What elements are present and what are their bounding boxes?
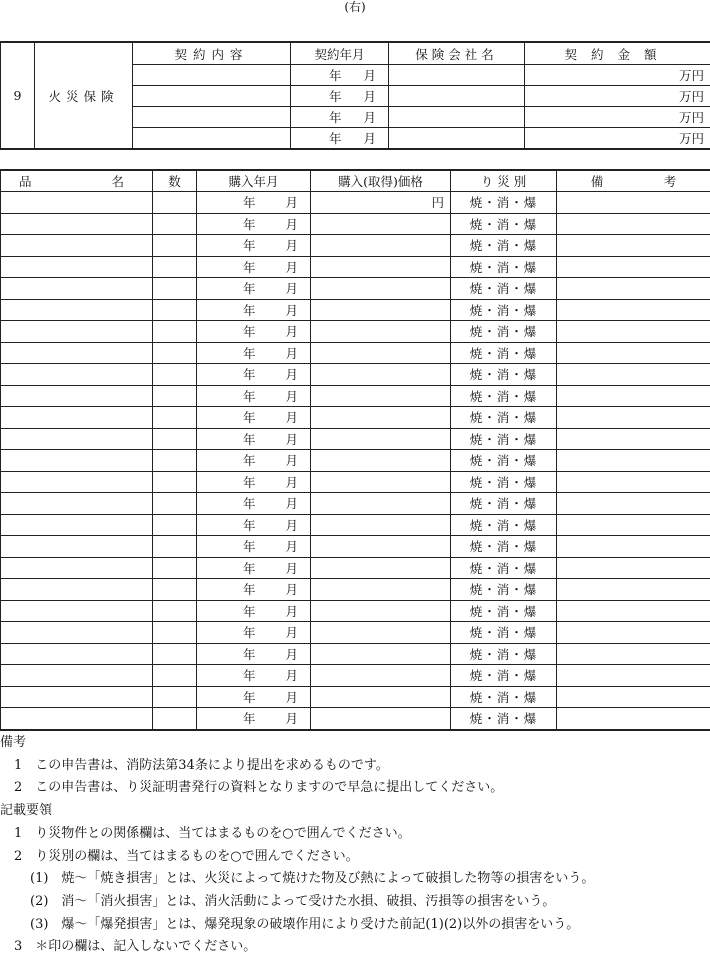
disaster-type-cell[interactable]: 焼・消・爆 [451,557,557,579]
purchase-date-cell[interactable] [197,471,311,493]
purchase-date-cell[interactable] [197,665,311,687]
month-label: 月 [285,580,298,598]
purchase-date-cell[interactable] [197,407,311,429]
item-name-cell[interactable] [1,471,153,493]
purchase-date-cell[interactable] [197,342,311,364]
disaster-type-cell[interactable]: 焼・消・爆 [451,686,557,708]
remarks-cell[interactable] [557,643,710,665]
price-cell[interactable] [311,643,451,665]
disaster-type-cell[interactable]: 焼・消・爆 [451,192,557,214]
item-count-cell[interactable] [153,471,197,493]
remarks-cell[interactable] [557,622,710,644]
contract-date-cell[interactable] [291,86,389,107]
month-label: 月 [285,688,298,706]
year-label: 年 [243,279,256,297]
amount-unit: 万円 [679,131,704,146]
purchase-date-cell[interactable] [197,579,311,601]
remarks-cell[interactable] [557,600,710,622]
disaster-type-cell[interactable]: 焼・消・爆 [451,364,557,386]
item-count-cell[interactable] [153,686,197,708]
year-label: 年 [243,344,256,362]
contract-content-cell[interactable] [133,65,291,86]
price-cell[interactable] [311,450,451,472]
month-label: 月 [285,602,298,620]
remarks-cell[interactable] [557,385,710,407]
remarks-cell[interactable] [557,342,710,364]
disaster-type-cell[interactable]: 焼・消・爆 [451,342,557,364]
price-cell[interactable] [311,622,451,644]
item-name-cell[interactable] [1,428,153,450]
item-count-cell[interactable] [153,514,197,536]
item-name-cell[interactable] [1,192,153,214]
item-count-cell[interactable] [153,321,197,343]
contract-date-cell[interactable] [291,107,389,128]
fire-insurance-label: 火災保険 [35,42,133,149]
price-cell[interactable] [311,385,451,407]
purchase-date-cell[interactable] [197,622,311,644]
table-row [1,493,710,515]
remarks-cell[interactable] [557,321,710,343]
biko-item-1: 1 この申告書は、消防法第34条により提出を求めるものです。 [0,755,710,778]
header-remarks: 備 考 [557,170,710,192]
year-label: 年 [243,580,256,598]
month-label: 月 [363,108,376,126]
biko-item-2: 2 この申告書は、り災証明書発行の資料となりますので早急に提出してください。 [0,777,710,800]
item-name-cell[interactable] [1,686,153,708]
year-label: 年 [243,516,256,534]
kisai-item-2: 2 り災別の欄は、当てはまるものを○で囲んでください。 [0,846,710,869]
month-label: 月 [285,322,298,340]
table-row [1,665,710,687]
contract-amount-cell[interactable] [525,107,710,128]
items-table [0,169,710,731]
purchase-date-cell[interactable] [197,557,311,579]
disaster-type-cell[interactable]: 焼・消・爆 [451,665,557,687]
month-label: 月 [285,258,298,276]
month-label: 月 [285,516,298,534]
section-number: 9 [1,42,35,149]
year-label: 年 [243,473,256,491]
disaster-type-cell[interactable]: 焼・消・爆 [451,213,557,235]
item-name-cell[interactable] [1,665,153,687]
disaster-type-cell[interactable]: 焼・消・爆 [451,471,557,493]
table-row [1,600,710,622]
item-count-cell[interactable] [153,256,197,278]
header-item-name [1,170,153,192]
year-label: 年 [243,666,256,684]
kisai-item-1: 1 り災物件との関係欄は、当てはまるものを○で囲んでください。 [0,823,710,846]
kisai-item-3: 3 ＊印の欄は、記入しないでください。 [0,936,710,959]
contract-content-cell[interactable] [133,107,291,128]
purchase-date-cell[interactable] [197,299,311,321]
year-label: 年 [243,215,256,233]
table-row [1,256,710,278]
remarks-cell[interactable] [557,536,710,558]
purchase-date-cell[interactable] [197,278,311,300]
item-name-cell[interactable] [1,235,153,257]
month-label: 月 [285,666,298,684]
disaster-type-cell[interactable]: 焼・消・爆 [451,278,557,300]
amount-unit: 万円 [679,89,704,104]
table-row [1,450,710,472]
month-label: 月 [285,301,298,319]
item-name-cell[interactable] [1,514,153,536]
year-label: 年 [243,688,256,706]
disaster-type-cell[interactable]: 焼・消・爆 [451,708,557,730]
purchase-date-cell[interactable] [197,686,311,708]
month-label: 月 [363,87,376,105]
month-label: 月 [285,215,298,233]
year-label: 年 [329,87,342,105]
purchase-date-cell[interactable] [197,450,311,472]
year-label: 年 [243,559,256,577]
contract-amount-cell[interactable] [525,86,710,107]
year-label: 年 [243,645,256,663]
item-name-cell[interactable] [1,643,153,665]
item-count-cell[interactable] [153,536,197,558]
disaster-type-cell[interactable]: 焼・消・爆 [451,428,557,450]
month-label: 月 [285,408,298,426]
year-label: 年 [243,408,256,426]
table-row [1,471,710,493]
item-count-cell[interactable] [153,557,197,579]
disaster-type-cell[interactable]: 焼・消・爆 [451,600,557,622]
notes-section [0,732,710,959]
table-row [1,342,710,364]
purchase-date-cell[interactable] [197,643,311,665]
price-cell[interactable] [311,192,451,214]
table-row [1,299,710,321]
price-cell[interactable] [311,686,451,708]
header-purchase-date: 購入年月 [197,170,311,192]
purchase-date-cell[interactable] [197,321,311,343]
remarks-cell[interactable] [557,364,710,386]
year-label: 年 [243,365,256,383]
kisai-sub-2: (2) 消～「消火損害」とは、消火活動によって受けた水損、破損、汚損等の損害をいう。 [0,891,710,914]
remarks-cell[interactable] [557,192,710,214]
item-count-cell[interactable] [153,385,197,407]
insurer-name-cell[interactable] [389,65,525,86]
item-name-cell[interactable] [1,407,153,429]
table-row [1,643,710,665]
disaster-type-cell[interactable]: 焼・消・爆 [451,407,557,429]
price-cell[interactable] [311,600,451,622]
purchase-date-cell[interactable] [197,514,311,536]
purchase-date-cell[interactable] [197,364,311,386]
item-count-cell[interactable] [153,643,197,665]
year-label: 年 [243,322,256,340]
contract-content-cell[interactable] [133,128,291,150]
price-cell[interactable] [311,321,451,343]
remarks-cell[interactable] [557,428,710,450]
remarks-cell[interactable] [557,686,710,708]
contract-date-cell[interactable] [291,128,389,150]
price-cell[interactable] [311,493,451,515]
item-count-cell[interactable] [153,579,197,601]
year-label: 年 [243,602,256,620]
header-item-name-2: 名 [111,172,124,190]
purchase-date-cell[interactable] [197,493,311,515]
table-row [1,557,710,579]
price-cell[interactable] [311,557,451,579]
item-count-cell[interactable] [153,600,197,622]
header-insurer-name: 保険会社名 [389,42,525,65]
item-count-cell[interactable] [153,708,197,730]
year-label: 年 [243,193,256,211]
remarks-cell[interactable] [557,471,710,493]
table-row [1,213,710,235]
disaster-type-cell[interactable]: 焼・消・爆 [451,579,557,601]
item-count-cell[interactable] [153,192,197,214]
disaster-type-cell[interactable]: 焼・消・爆 [451,514,557,536]
table-row [1,278,710,300]
item-count-cell[interactable] [153,622,197,644]
table-row [1,385,710,407]
item-count-cell[interactable] [153,342,197,364]
insurer-name-cell[interactable] [389,128,525,150]
contract-amount-cell[interactable] [525,128,710,150]
item-name-cell[interactable] [1,579,153,601]
price-cell[interactable] [311,665,451,687]
item-count-cell[interactable] [153,407,197,429]
item-count-cell[interactable] [153,278,197,300]
header-price: 購入(取得)価格 [311,170,451,192]
month-label: 月 [285,430,298,448]
month-label: 月 [285,645,298,663]
contract-date-cell[interactable] [291,65,389,86]
purchase-date-cell[interactable] [197,536,311,558]
item-count-cell[interactable] [153,364,197,386]
month-label: 月 [285,473,298,491]
year-label: 年 [329,66,342,84]
purchase-date-cell[interactable] [197,708,311,730]
month-label: 月 [285,344,298,362]
table-row [1,579,710,601]
year-label: 年 [243,301,256,319]
remarks-cell[interactable] [557,493,710,515]
header-count: 数 [153,170,197,192]
price-cell[interactable] [311,342,451,364]
purchase-date-cell[interactable] [197,256,311,278]
table-row [1,235,710,257]
remarks-cell[interactable] [557,213,710,235]
price-cell[interactable] [311,213,451,235]
header-contract-content: 契約内容 [133,42,291,65]
item-count-cell[interactable] [153,213,197,235]
item-name-cell[interactable] [1,493,153,515]
fire-insurance-table [0,41,710,150]
price-cell[interactable] [311,428,451,450]
contract-content-cell[interactable] [133,86,291,107]
item-name-cell[interactable] [1,622,153,644]
item-name-cell[interactable] [1,385,153,407]
kisai-title: 記載要領 [0,800,710,823]
price-cell[interactable] [311,708,451,730]
month-label: 月 [363,129,376,147]
month-label: 月 [363,66,376,84]
kisai-sub-3: (3) 爆～「爆発損害」とは、爆発現象の破壊作用により受けた前記(1)(2)以外の損害をいう。 [0,914,710,937]
item-count-cell[interactable] [153,235,197,257]
kisai-sub-1: (1) 焼～「焼き損害」とは、火災によって焼けた物及び熱によって破損した物等の損害をいう。 [0,868,710,891]
remarks-cell[interactable] [557,579,710,601]
table-row [1,536,710,558]
table-row [1,192,710,214]
disaster-type-cell[interactable]: 焼・消・爆 [451,385,557,407]
year-label: 年 [243,258,256,276]
price-cell[interactable] [311,235,451,257]
table-row [1,622,710,644]
remarks-cell[interactable] [557,256,710,278]
year-label: 年 [243,430,256,448]
table-row [1,428,710,450]
remarks-cell[interactable] [557,708,710,730]
remarks-cell[interactable] [557,299,710,321]
table-row [1,514,710,536]
month-label: 月 [285,494,298,512]
month-label: 月 [285,623,298,641]
year-label: 年 [243,709,256,727]
item-name-cell[interactable] [1,321,153,343]
header-contract-date: 契約年月 [291,42,389,65]
item-name-cell[interactable] [1,557,153,579]
item-count-cell[interactable] [153,299,197,321]
item-name-cell[interactable] [1,213,153,235]
item-count-cell[interactable] [153,665,197,687]
year-label: 年 [329,108,342,126]
month-label: 月 [285,387,298,405]
purchase-date-cell[interactable] [197,385,311,407]
item-name-cell[interactable] [1,536,153,558]
contract-amount-cell[interactable] [525,65,710,86]
year-label: 年 [329,129,342,147]
disaster-type-cell[interactable]: 焼・消・爆 [451,622,557,644]
item-count-cell[interactable] [153,428,197,450]
remarks-cell[interactable] [557,557,710,579]
item-name-cell[interactable] [1,256,153,278]
purchase-date-cell[interactable] [197,213,311,235]
item-count-cell[interactable] [153,493,197,515]
header-item-name-1: 品 [19,172,32,190]
table-row [1,708,710,730]
item-name-cell[interactable] [1,299,153,321]
price-cell[interactable] [311,471,451,493]
purchase-date-cell[interactable] [197,192,311,214]
table-row [1,407,710,429]
price-cell[interactable] [311,278,451,300]
year-label: 年 [243,494,256,512]
header-contract-amount: 契約金額 [525,42,710,65]
page-marker: (右) [0,0,710,14]
table-row [1,364,710,386]
purchase-date-cell[interactable] [197,235,311,257]
purchase-date-cell[interactable] [197,600,311,622]
purchase-date-cell[interactable] [197,428,311,450]
disaster-type-cell[interactable]: 焼・消・爆 [451,493,557,515]
year-label: 年 [243,387,256,405]
remarks-cell[interactable] [557,665,710,687]
item-count-cell[interactable] [153,450,197,472]
month-label: 月 [285,451,298,469]
disaster-type-cell[interactable]: 焼・消・爆 [451,256,557,278]
table-row [1,686,710,708]
remarks-cell[interactable] [557,450,710,472]
remarks-cell[interactable] [557,514,710,536]
remarks-cell[interactable] [557,278,710,300]
month-label: 月 [285,365,298,383]
disaster-type-cell[interactable]: 焼・消・爆 [451,299,557,321]
price-cell[interactable] [311,364,451,386]
month-label: 月 [285,709,298,727]
item-name-cell[interactable] [1,450,153,472]
item-name-cell[interactable] [1,708,153,730]
disaster-type-cell[interactable]: 焼・消・爆 [451,321,557,343]
price-cell[interactable] [311,514,451,536]
month-label: 月 [285,537,298,555]
item-name-cell[interactable] [1,600,153,622]
year-label: 年 [243,537,256,555]
amount-unit: 万円 [679,68,704,83]
price-cell[interactable] [311,299,451,321]
remarks-cell[interactable] [557,407,710,429]
disaster-type-cell[interactable]: 焼・消・爆 [451,235,557,257]
price-cell[interactable] [311,536,451,558]
item-name-cell[interactable] [1,278,153,300]
month-label: 月 [285,193,298,211]
year-label: 年 [243,623,256,641]
price-cell[interactable] [311,579,451,601]
disaster-type-cell[interactable]: 焼・消・爆 [451,643,557,665]
year-label: 年 [243,236,256,254]
price-cell[interactable] [311,407,451,429]
month-label: 月 [285,559,298,577]
biko-title: 備考 [0,732,710,755]
month-label: 月 [285,279,298,297]
insurer-name-cell[interactable] [389,107,525,128]
year-label: 年 [243,451,256,469]
price-cell[interactable] [311,256,451,278]
header-disaster-type: り 災 別 [451,170,557,192]
remarks-cell[interactable] [557,235,710,257]
disaster-type-cell[interactable]: 焼・消・爆 [451,450,557,472]
insurer-name-cell[interactable] [389,86,525,107]
disaster-type-cell[interactable]: 焼・消・爆 [451,536,557,558]
price-unit: 円 [431,195,444,210]
table-row [1,321,710,343]
month-label: 月 [285,236,298,254]
item-name-cell[interactable] [1,342,153,364]
item-name-cell[interactable] [1,364,153,386]
amount-unit: 万円 [679,110,704,125]
